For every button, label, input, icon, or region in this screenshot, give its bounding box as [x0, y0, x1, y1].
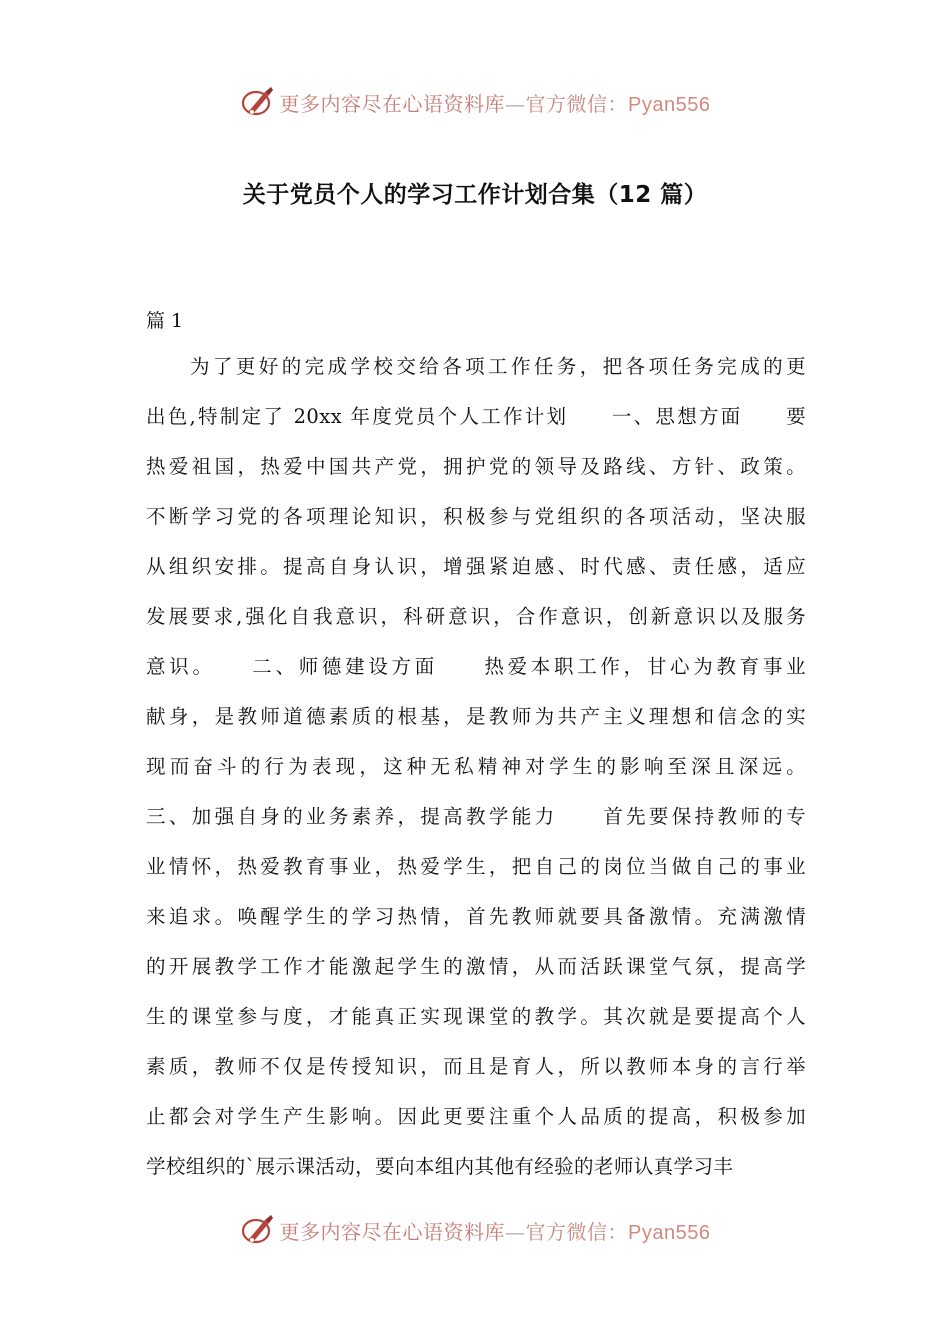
body-paragraph: [146, 342, 806, 1192]
text-line: 三、加强自身的业务素养，提高教学能力 首先要保持教师的专: [146, 805, 806, 828]
text-line: 为了更好的完成学校交给各项工作任务，把各项任务完成的更: [190, 355, 806, 378]
text-line: 热爱祖国，热爱中国共产党，拥护党的领导及路线、方针、政策。: [146, 455, 806, 478]
text-line: 业情怀，热爱教育事业，热爱学生，把自己的岗位当做自己的事业: [146, 855, 806, 878]
pen-nib-logo-icon: [240, 1212, 276, 1248]
text-line: 出色,特制定了 20xx 年度党员个人工作计划 一、思想方面 要: [146, 405, 806, 428]
text-line: 意识。 二、师德建设方面 热爱本职工作，甘心为教育事业: [146, 655, 806, 678]
watermark-text: [280, 88, 711, 117]
text-line: 从组织安排。提高自身认识，增强紧迫感、时代感、责任感，适应: [146, 555, 806, 578]
pen-nib-logo-icon: [240, 84, 276, 120]
text-line: 来追求。唤醒学生的学习热情，首先教师就要具备激情。充满激情: [146, 905, 806, 928]
text-line: 止都会对学生产生影响。因此更要注重个人品质的提高，积极参加: [146, 1105, 806, 1128]
watermark-prefix: 更多内容尽在心语资料库: [279, 91, 506, 116]
document-title: 关于党员个人的学习工作计划合集（12 篇）: [242, 182, 708, 208]
footer-watermark: [0, 1210, 950, 1250]
text-line: 现而奋斗的行为表现，这种无私精神对学生的影响至深且深远。: [146, 755, 806, 778]
text-line: 生的课堂参与度，才能真正实现课堂的教学。其次就是要提高个人: [146, 1005, 806, 1028]
text-line: 发展要求,强化自我意识，科研意识，合作意识，创新意识以及服务: [146, 605, 806, 628]
text-line: 的开展教学工作才能激起学生的激情，从而活跃课堂气氛，提高学: [146, 955, 806, 978]
section-label: 篇 1: [146, 310, 184, 332]
watermark-account: Pyan556: [628, 1221, 711, 1244]
watermark-brand: 官方微信：: [525, 91, 629, 116]
watermark-prefix: 更多内容尽在心语资料库: [279, 1219, 506, 1244]
text-line: 献身，是教师道德素质的根基，是教师为共产主义理想和信念的实: [146, 705, 806, 728]
header-watermark: [0, 82, 950, 122]
text-line: 学校组织的`展示课活动，要向本组内其他有经验的老师认真学习丰: [146, 1155, 734, 1178]
watermark-brand: 官方微信：: [525, 1219, 629, 1244]
text-line: 不断学习党的各项理论知识，积极参与党组织的各项活动，坚决服: [146, 505, 806, 528]
text-line: 素质，教师不仅是传授知识，而且是育人，所以教师本身的言行举: [146, 1055, 806, 1078]
watermark-text: [280, 1216, 711, 1245]
watermark-separator: —: [505, 91, 526, 116]
watermark-separator: —: [505, 1219, 526, 1244]
watermark-account: Pyan556: [628, 93, 711, 116]
